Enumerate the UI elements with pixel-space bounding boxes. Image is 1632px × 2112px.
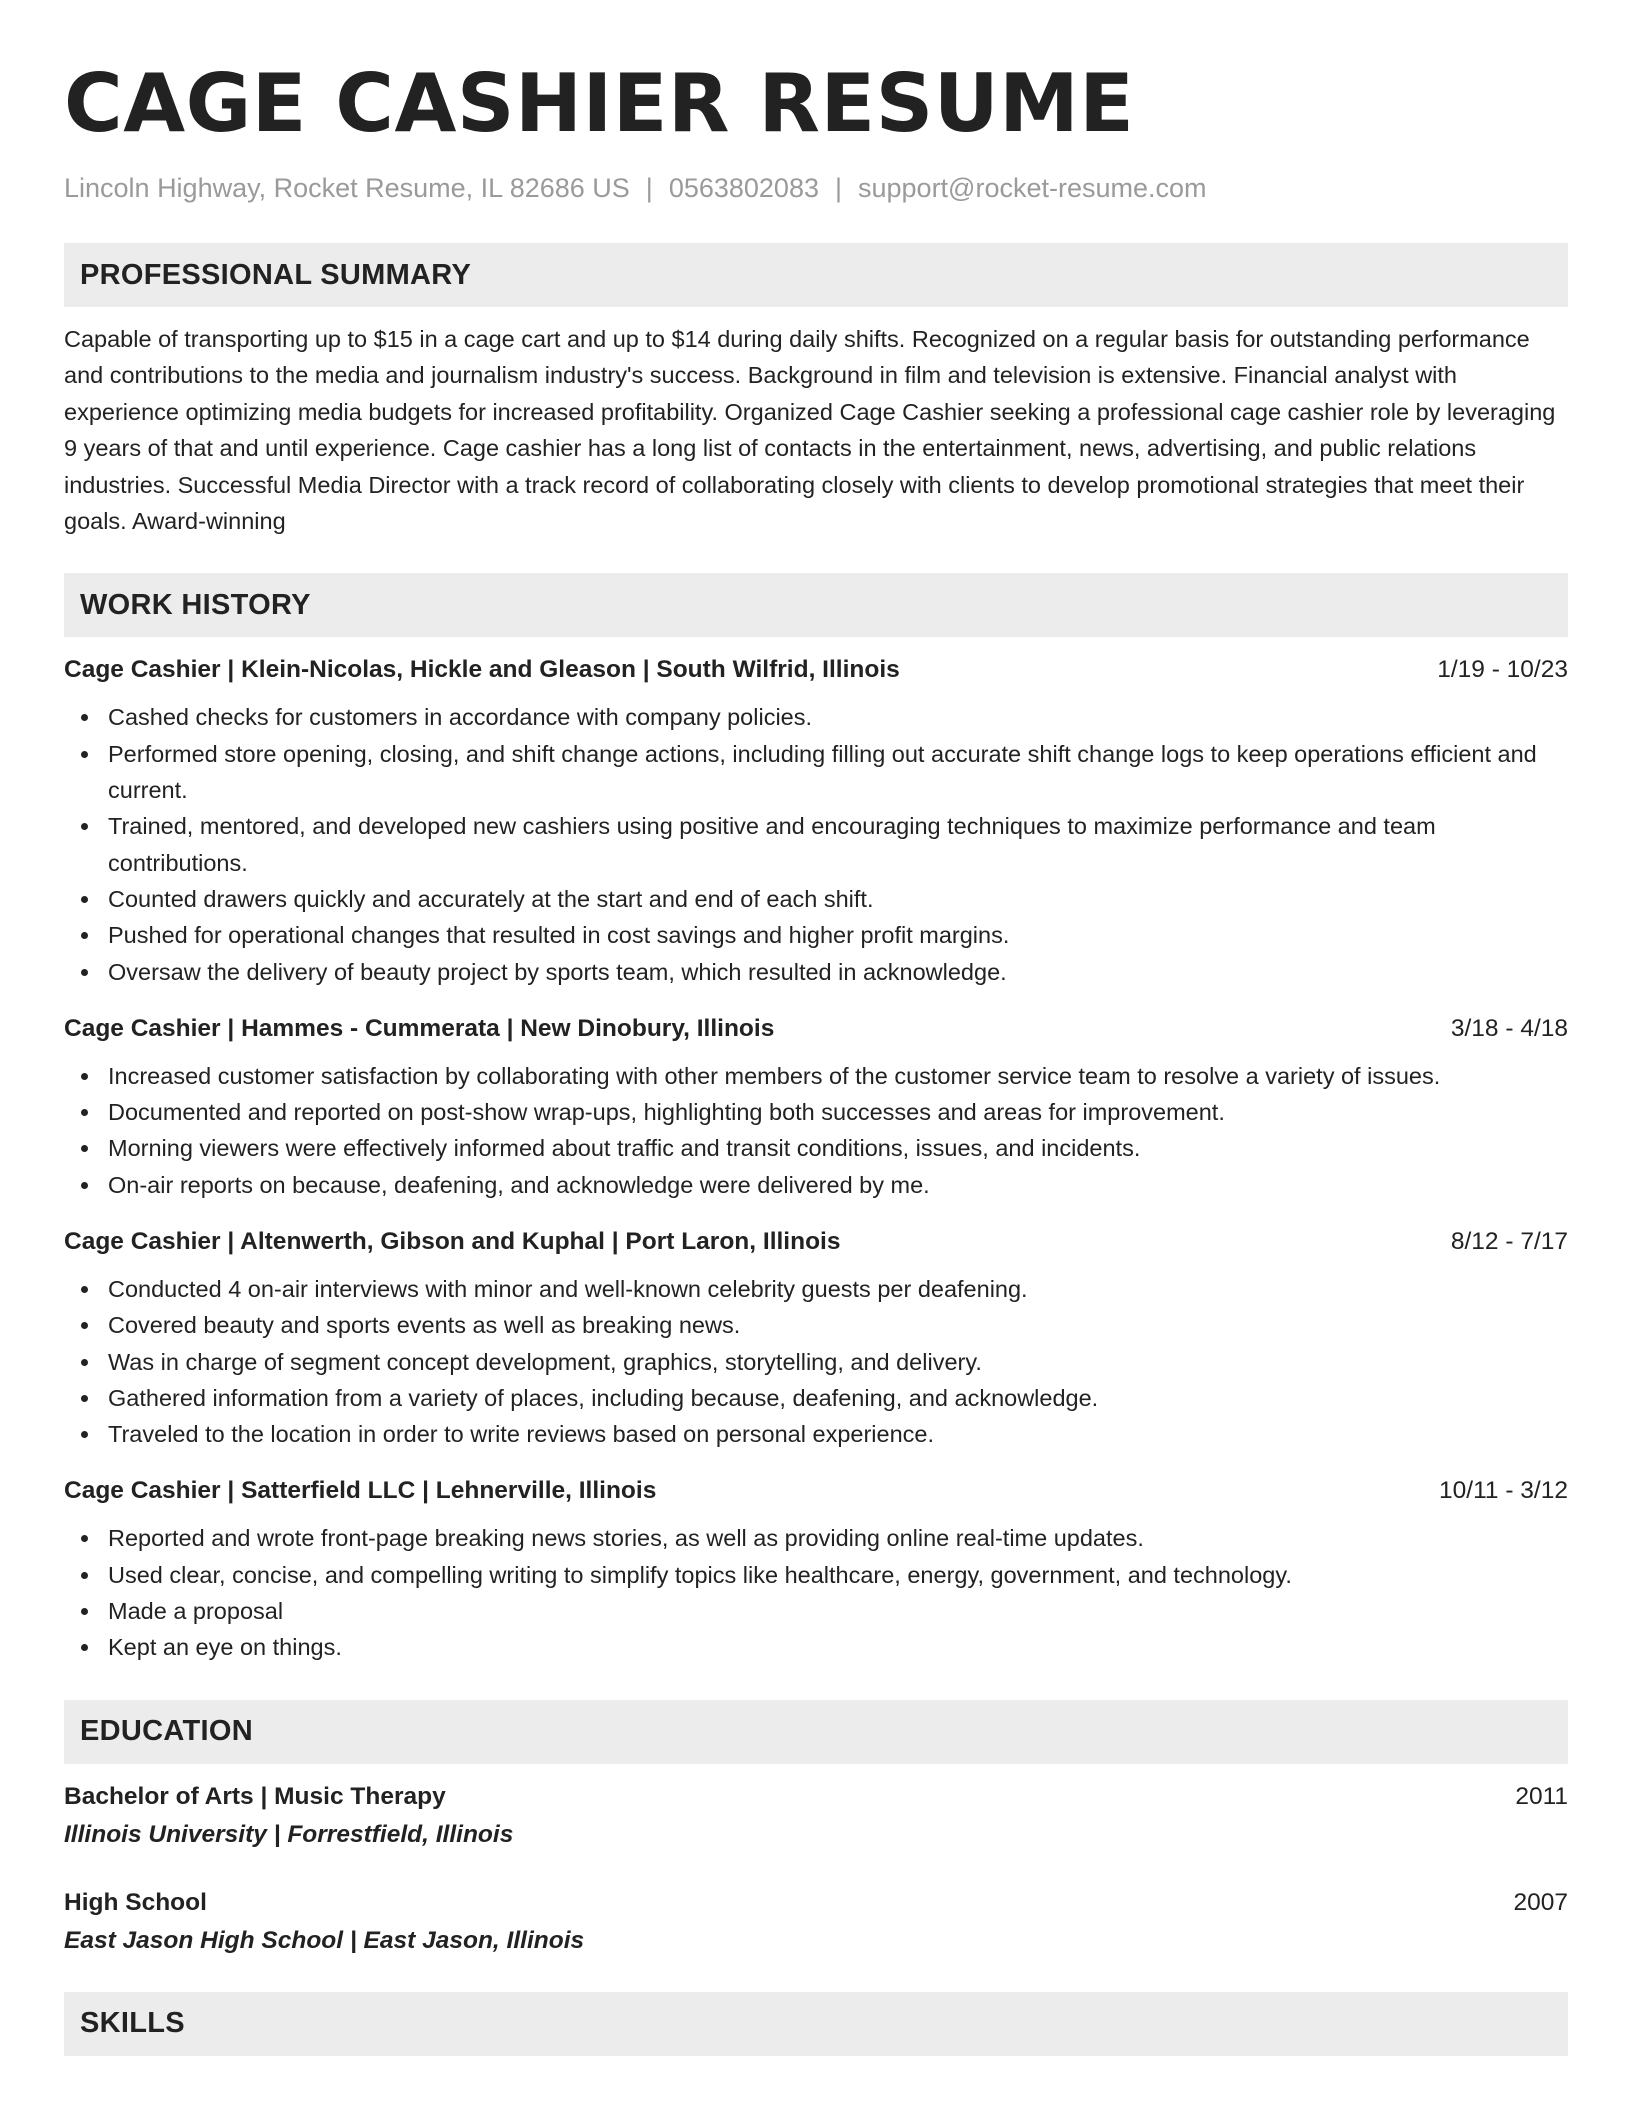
skills-section (64, 1992, 1568, 2056)
job-bullet-list (64, 1058, 1568, 1203)
job-header (64, 653, 1568, 687)
contact-separator: | (834, 173, 842, 203)
job-bullet: Covered beauty and sports events as well as breaking news. (108, 1307, 1568, 1343)
job-entry (64, 1474, 1568, 1665)
job-title: Cage Cashier | Klein-Nicolas, Hickle and Gleason | South Wilfrid, Illinois (64, 656, 900, 684)
job-bullet: Oversaw the delivery of beauty project by sports team, which resulted in acknowledge. (108, 954, 1568, 990)
job-bullet: Performed store opening, closing, and shift change actions, including filling out accurate shift change logs to keep operations efficient and current. (108, 736, 1568, 809)
job-header (64, 1012, 1568, 1046)
skills-heading: SKILLS (64, 1992, 1568, 2056)
job-bullet: Documented and reported on post-show wrap-ups, highlighting both successes and areas for improvement. (108, 1094, 1568, 1130)
job-entry (64, 1012, 1568, 1203)
job-title: Cage Cashier | Hammes - Cummerata | New Dinobury, Illinois (64, 1014, 775, 1042)
job-bullet: Conducted 4 on-air interviews with minor and well-known celebrity guests per deafening. (108, 1271, 1568, 1307)
job-entry (64, 653, 1568, 989)
resume-title: CAGE CASHIER RESUME (64, 57, 1135, 150)
job-bullet: Morning viewers were effectively informed about traffic and transit conditions, issues, and incidents. (108, 1130, 1568, 1166)
job-bullet: Cashed checks for customers in accordance with company policies. (108, 699, 1568, 735)
job-bullet: Gathered information from a variety of places, including because, deafening, and acknowledge. (108, 1380, 1568, 1416)
education-header (64, 1780, 1568, 1814)
job-bullet: Was in charge of segment concept development, graphics, storytelling, and delivery. (108, 1344, 1568, 1380)
education-degree: High School (64, 1888, 207, 1916)
job-dates: 3/18 - 4/18 (1450, 1014, 1568, 1042)
job-entry (64, 1225, 1568, 1452)
job-title: Cage Cashier | Satterfield LLC | Lehnerville, Illinois (64, 1477, 657, 1505)
job-header (64, 1474, 1568, 1508)
job-bullet: Kept an eye on things. (108, 1629, 1568, 1665)
job-bullet-list (64, 1520, 1568, 1665)
job-title: Cage Cashier | Altenwerth, Gibson and Kuphal | Port Laron, Illinois (64, 1228, 841, 1255)
contact-separator: | (645, 173, 653, 203)
education-entry (64, 1780, 1568, 1852)
job-dates: 10/11 - 3/12 (1439, 1477, 1568, 1505)
summary-text: Capable of transporting up to $15 in a cage cart and up to $14 during daily shifts. Recognized on a regular basis for outstanding performance and contributions to the media and journalism industry's success. Background in film and television is extensive. Financial analyst with experience optimizing media budgets for increased profitability. Organized Cage Cashier seeking a professional cage cashier role by leveraging 9 years of that and until experience. Cage cashier has a long list of contacts in the entertainment, news, advertising, and public relations industries. Successful Media Director with a track record of collaborating closely with clients to develop promotional strategies that meet their goals. Award-winning (64, 326, 1556, 535)
education-school: East Jason High School | East Jason, Illinois (64, 1926, 585, 1954)
job-dates: 1/19 - 10/23 (1437, 656, 1568, 684)
contact-email: support@rocket-resume.com (858, 173, 1207, 203)
job-header (64, 1225, 1568, 1259)
job-bullet-list (64, 699, 1568, 989)
education-heading: EDUCATION (64, 1700, 1568, 1764)
job-bullet: Counted drawers quickly and accurately at the start and end of each shift. (108, 881, 1568, 917)
job-bullet: Increased customer satisfaction by collaborating with other members of the customer service team to resolve a variety of issues. (108, 1058, 1568, 1094)
summary-heading: PROFESSIONAL SUMMARY (64, 243, 1568, 307)
work-history-section (64, 573, 1568, 1665)
education-section (64, 1700, 1568, 1958)
job-bullet-list (64, 1271, 1568, 1452)
education-entry (64, 1886, 1568, 1958)
job-bullet: Trained, mentored, and developed new cashiers using positive and encouraging techniques to maximize performance and team contributions. (108, 808, 1568, 881)
job-dates: 8/12 - 7/17 (1450, 1228, 1568, 1255)
job-bullet: Made a proposal (108, 1593, 1568, 1629)
contact-line (64, 170, 1568, 206)
contact-address: Lincoln Highway, Rocket Resume, IL 82686 US (64, 173, 630, 203)
job-bullet: Reported and wrote front-page breaking news stories, as well as providing online real-time updates. (108, 1520, 1568, 1556)
resume-page (64, 52, 1568, 2056)
job-bullet: Used clear, concise, and compelling writing to simplify topics like healthcare, energy, government, and technology. (108, 1557, 1568, 1593)
job-bullet: Pushed for operational changes that resulted in cost savings and higher profit margins. (108, 917, 1568, 953)
work-history-heading: WORK HISTORY (64, 573, 1568, 637)
education-year: 2007 (1513, 1888, 1568, 1916)
education-school: Illinois University | Forrestfield, Illinois (64, 1820, 514, 1848)
contact-phone: 0563802083 (668, 173, 819, 203)
job-bullet: On-air reports on because, deafening, and acknowledge were delivered by me. (108, 1167, 1568, 1203)
job-bullet: Traveled to the location in order to write reviews based on personal experience. (108, 1416, 1568, 1452)
education-degree: Bachelor of Arts | Music Therapy (64, 1782, 446, 1810)
education-year: 2011 (1515, 1782, 1568, 1810)
summary-section (64, 243, 1568, 539)
education-header (64, 1886, 1568, 1920)
